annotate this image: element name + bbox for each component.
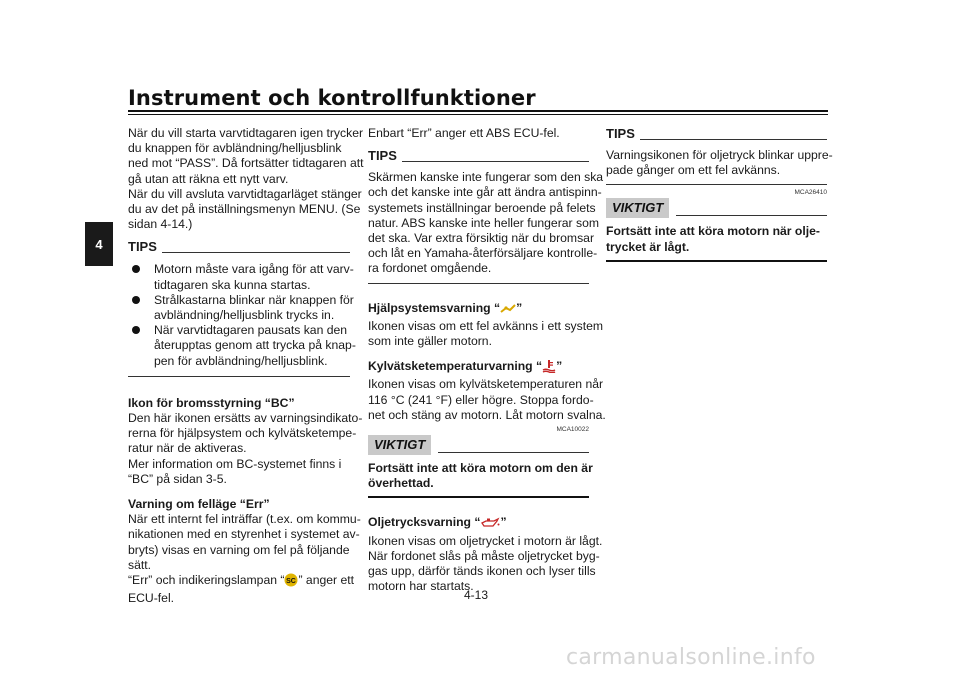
err-text: När ett internt fel inträffar (t.ex. om kommu- nikationen med en styrenhet i systemet av- bryts) visas en varning om fel på följande sätt. “Err” och indikeringslampan “ SC ” anger ett ECU-fel. bbox=[128, 512, 361, 606]
page-number: 4-13 bbox=[464, 588, 489, 602]
watermark: carmanualsonline.info bbox=[566, 645, 816, 670]
coolant-heading: Kylvätsketemperaturvarning “ ” bbox=[368, 359, 589, 377]
oil-pressure-icon bbox=[480, 517, 500, 533]
column-1 bbox=[128, 126, 364, 606]
viktigt-text: Fortsätt inte att köra motorn när olje- trycket är lågt. bbox=[606, 224, 820, 254]
list-item: Strålkastarna blinkar när knappen för avbländning/helljusblink trycks in. bbox=[128, 293, 350, 323]
list-item: Motorn måste vara igång för att varv- tidtagaren ska kunna startas. bbox=[128, 262, 350, 292]
assist-heading: Hjälpsystemsvarning “ ” bbox=[368, 301, 589, 319]
chapter-tab: 4 bbox=[85, 222, 113, 266]
tips-heading: TIPS bbox=[606, 126, 827, 144]
svg-text:SC: SC bbox=[286, 578, 297, 586]
coolant-text: Ikonen visas om kylvätsketemperaturen når 116 °C (241 °F) eller högre. Stoppa fordo- net och stäng av motorn. Låt motorn svalna. bbox=[368, 377, 606, 422]
col2-intro: Enbart “Err” anger ett ABS ECU-fel. bbox=[368, 126, 560, 140]
tips-heading: TIPS bbox=[128, 239, 350, 257]
viktigt-text: Fortsätt inte att köra motorn om den är överhettad. bbox=[368, 461, 593, 491]
warning-code: MCA10022 bbox=[556, 426, 589, 434]
col3-tips-text: Varningsikonen för oljetryck blinkar uppre- pade gånger om ett fel avkänns. bbox=[606, 148, 833, 178]
bc-text: Den här ikonen ersätts av varningsindikato- rerna för hjälpsystem och kylvätsketempe- ratur när de aktiveras. Mer information om BC-systemet finns i “BC” på sidan 3-5. bbox=[128, 411, 363, 486]
bc-heading: Ikon för bromsstyrning “BC” bbox=[128, 395, 295, 410]
assist-system-warning-icon bbox=[500, 303, 516, 319]
tips-end-rule bbox=[368, 283, 589, 284]
col2-tips-text: Skärmen kanske inte fungerar som den ska och det kanske inte går att ändra antispinn- systemets inställningar beroende på felets natur. ABS kanske inte heller fungerar som det ska. Var extra försiktig när du bromsar och låt en Yamaha-återförsäljare kontrolle- ra fordonet omgående. bbox=[368, 170, 604, 276]
sc-indicator-icon bbox=[284, 573, 298, 591]
tips-heading: TIPS bbox=[368, 148, 589, 166]
warning-code: MCA26410 bbox=[794, 189, 827, 197]
viktigt-end-rule bbox=[606, 260, 827, 262]
oil-heading: Oljetrycksvarning “ ” bbox=[368, 515, 589, 533]
tips-list bbox=[128, 262, 356, 368]
list-item: När varvtidtagaren pausats kan den återupptas genom att trycka på knap- pen för avbländning/helljusblink. bbox=[128, 323, 350, 369]
assist-text: Ikonen visas om ett fel avkänns i ett system som inte gäller motorn. bbox=[368, 318, 604, 349]
column-2 bbox=[368, 126, 606, 594]
err-heading: Varning om felläge “Err” bbox=[128, 497, 270, 512]
viktigt-heading: VIKTIGT bbox=[606, 198, 827, 220]
col1-intro: När du vill starta varvtidtagaren igen trycker du knappen för avbländning/helljusblink ned mot “PASS”. Då fortsätter tidtagaren att gå utan att räkna ett nytt varv. När du vill avsluta varvtidtagarläget stänger du av det på inställningsmenyn MENU. (Se sidan 4-14.) bbox=[128, 126, 364, 232]
viktigt-end-rule bbox=[368, 496, 589, 498]
column-3 bbox=[606, 126, 833, 262]
oil-text: Ikonen visas om oljetrycket i motorn är lågt. När fordonet slås på måste oljetrycket byg- gas upp, därför tänds ikonen och lyser tills motorn har startats. bbox=[368, 533, 603, 594]
header-rule-thin bbox=[128, 114, 828, 115]
tips-end-rule bbox=[128, 376, 350, 377]
viktigt-heading: VIKTIGT bbox=[368, 435, 589, 457]
page-title: Instrument och kontrollfunktioner bbox=[128, 86, 536, 110]
coolant-temperature-icon bbox=[542, 359, 556, 377]
tips-end-rule bbox=[606, 184, 827, 185]
header-rule bbox=[128, 110, 828, 112]
